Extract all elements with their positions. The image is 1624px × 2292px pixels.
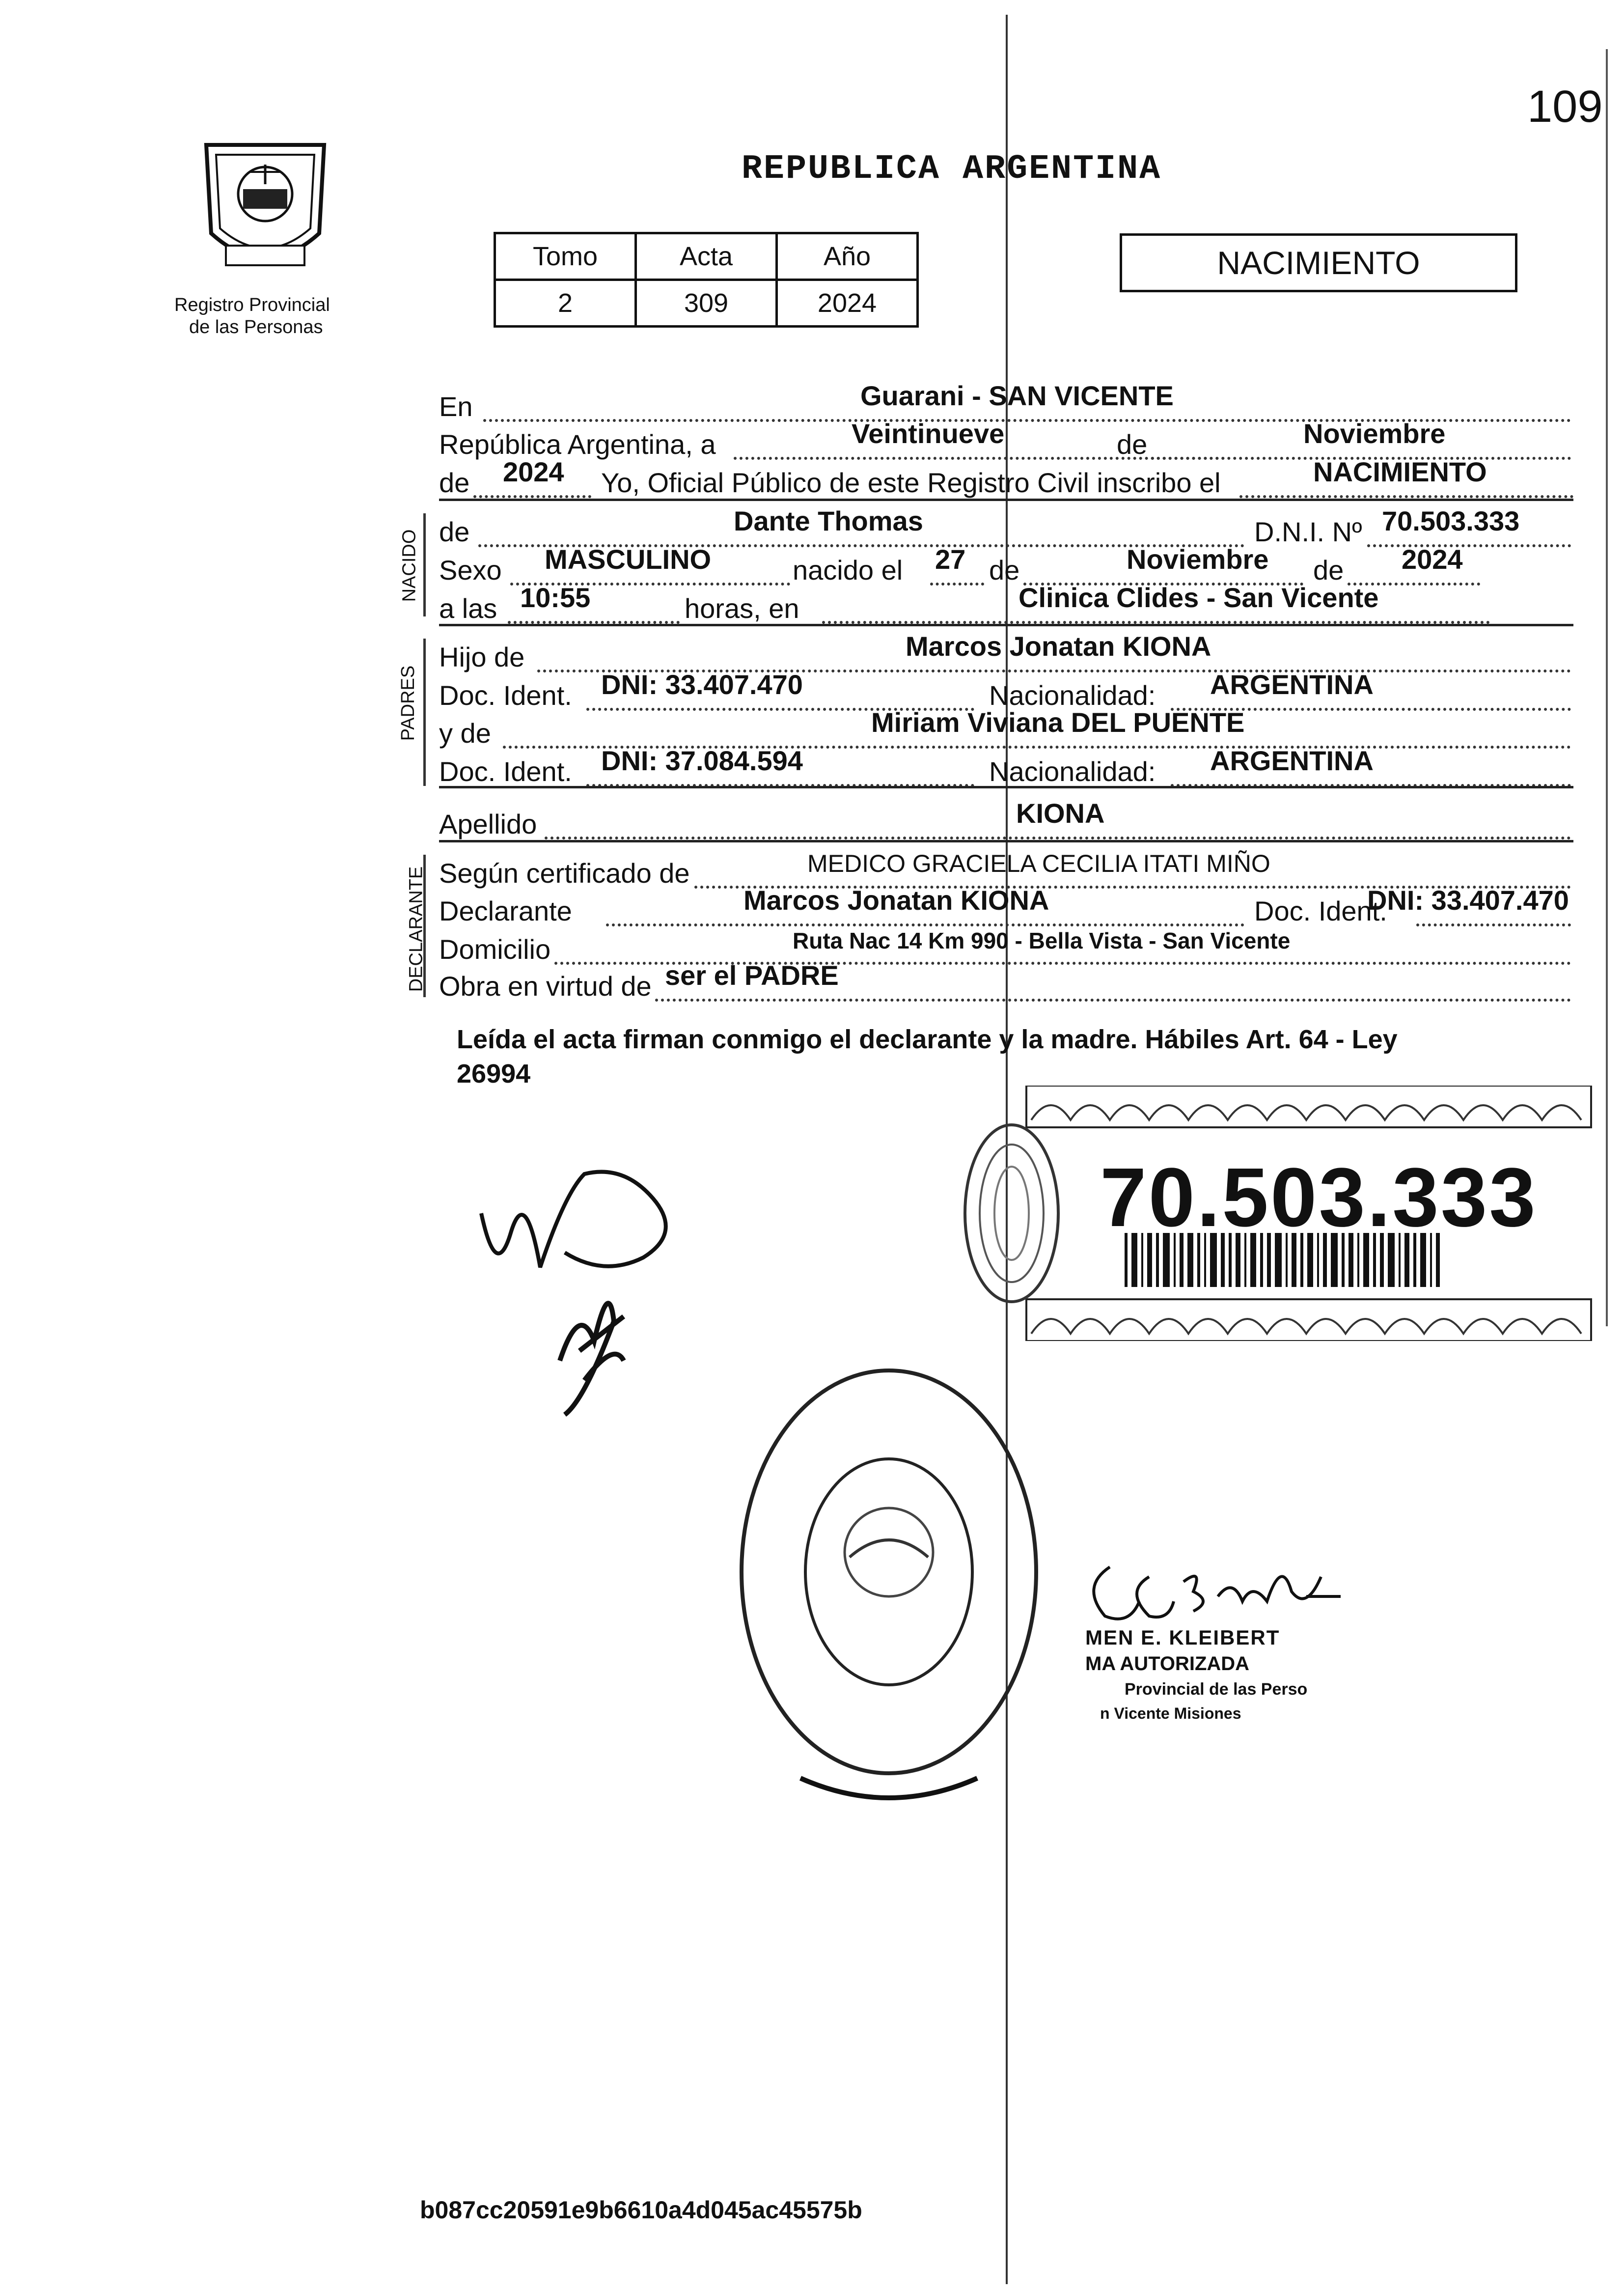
label-obra: Obra en virtud de (439, 971, 652, 1002)
reference-table (494, 232, 919, 328)
logo-caption-1: Registro Provincial (174, 295, 330, 315)
dni-sticker (958, 1086, 1596, 1341)
official-signature-icon (1075, 1547, 1350, 1636)
value-madre: Miriam Viviana DEL PUENTE (871, 707, 1245, 738)
label-horas-en: horas, en (685, 593, 799, 624)
value-tipo: NACIMIENTO (1313, 456, 1487, 487)
act-type: NACIMIENTO (1217, 245, 1420, 281)
label-en: En (439, 391, 473, 422)
label-apellido: Apellido (439, 809, 537, 839)
label-nac-madre: Nacionalidad: (989, 756, 1156, 787)
label-nac-padre: Nacionalidad: (989, 680, 1156, 711)
value-lugar: Guarani - SAN VICENTE (860, 380, 1174, 411)
country-title: REPUBLICA ARGENTINA (742, 150, 1162, 189)
official-line-3: Provincial de las Perso (1125, 1680, 1308, 1699)
sticker-number: 70.503.333 (1100, 1151, 1538, 1244)
value-madre-doc: DNI: 37.084.594 (601, 745, 803, 776)
label-de-anio-nac: de (1313, 555, 1344, 586)
ref-value-tomo: 2 (495, 280, 636, 327)
label-yo: Yo, Oficial Público de este Registro Civil inscribo el (601, 467, 1221, 498)
label-doc-declarante: Doc. Ident. (1254, 895, 1387, 926)
label-doc-padre: Doc. Ident. (439, 680, 572, 711)
right-edge-line (1606, 49, 1608, 1326)
label-de-anio: de (439, 467, 470, 498)
value-nombre: Dante Thomas (734, 505, 923, 536)
value-obra: ser el PADRE (665, 960, 839, 991)
label-sexo: Sexo (439, 555, 502, 586)
misiones-seal-icon (196, 135, 334, 282)
logo-caption-2: de las Personas (189, 317, 323, 337)
value-lugar-nac: Clinica Clides - San Vicente (1018, 582, 1379, 613)
section-padres: PADRES (398, 665, 419, 741)
label-hijo-de: Hijo de (439, 642, 525, 672)
value-apellido: KIONA (1016, 798, 1105, 829)
label-de-dia: de (989, 555, 1020, 586)
value-mes-letras: Noviembre (1303, 418, 1446, 449)
label-de-mes: de (1117, 429, 1148, 460)
section-declarante: DECLARANTE (406, 866, 427, 992)
ref-value-acta: 309 (636, 280, 777, 327)
value-dia: 27 (935, 544, 966, 575)
ref-value-anio: 2024 (777, 280, 918, 327)
value-padre-doc: DNI: 33.407.470 (601, 669, 803, 700)
ref-header-acta: Acta (636, 233, 777, 280)
section-nacido: NACIDO (399, 529, 420, 602)
label-domicilio: Domicilio (439, 934, 551, 965)
value-dia-letras: Veintinueve (852, 418, 1005, 449)
label-dni: D.N.I. Nº (1254, 516, 1362, 547)
document-hash: b087cc20591e9b6610a4d045ac45575b (420, 2196, 862, 2224)
province-logo (196, 135, 334, 282)
closing-line-2: 26994 (457, 1059, 531, 1089)
value-certificado: MEDICO GRACIELA CECILIA ITATI MIÑO (807, 850, 1270, 877)
label-republica: República Argentina, a (439, 429, 716, 460)
ref-header-anio: Año (777, 233, 918, 280)
value-madre-nac: ARGENTINA (1210, 745, 1374, 776)
official-line-4: n Vicente Misiones (1100, 1705, 1241, 1722)
label-segun: Según certificado de (439, 858, 690, 889)
official-line-1: MEN E. KLEIBERT (1085, 1626, 1280, 1649)
value-declarante-doc: DNI: 33.407.470 (1367, 885, 1569, 916)
act-type-box (1120, 233, 1517, 292)
value-dni: 70.503.333 (1382, 505, 1520, 536)
official-line-2: MA AUTORIZADA (1085, 1653, 1250, 1675)
declarant-signature-icon (467, 1154, 702, 1434)
line-obra (439, 960, 1573, 1032)
value-padre-nac: ARGENTINA (1210, 669, 1374, 700)
value-mes: Noviembre (1127, 544, 1269, 575)
ref-header-tomo: Tomo (495, 233, 636, 280)
label-declarante: Declarante (439, 895, 572, 926)
value-hora: 10:55 (520, 582, 591, 613)
value-anio: 2024 (503, 456, 564, 487)
value-anio-nac: 2024 (1402, 544, 1463, 575)
registry-stamp-icon (727, 1346, 1051, 1808)
label-doc-madre: Doc. Ident. (439, 756, 572, 787)
label-nacido-el: nacido el (793, 555, 903, 586)
value-declarante: Marcos Jonatan KIONA (743, 885, 1049, 916)
page-number: 109 (1527, 82, 1603, 132)
closing-line-1: Leída el acta firman conmigo el declarante y la madre. Hábiles Art. 64 - Ley (457, 1025, 1398, 1054)
value-domicilio: Ruta Nac 14 Km 990 - Bella Vista - San Vicente (793, 928, 1291, 953)
label-a-las: a las (439, 593, 497, 624)
label-de-nombre: de (439, 516, 470, 547)
label-y-de: y de (439, 718, 491, 749)
value-padre: Marcos Jonatan KIONA (906, 631, 1211, 662)
value-sexo: MASCULINO (545, 544, 712, 575)
